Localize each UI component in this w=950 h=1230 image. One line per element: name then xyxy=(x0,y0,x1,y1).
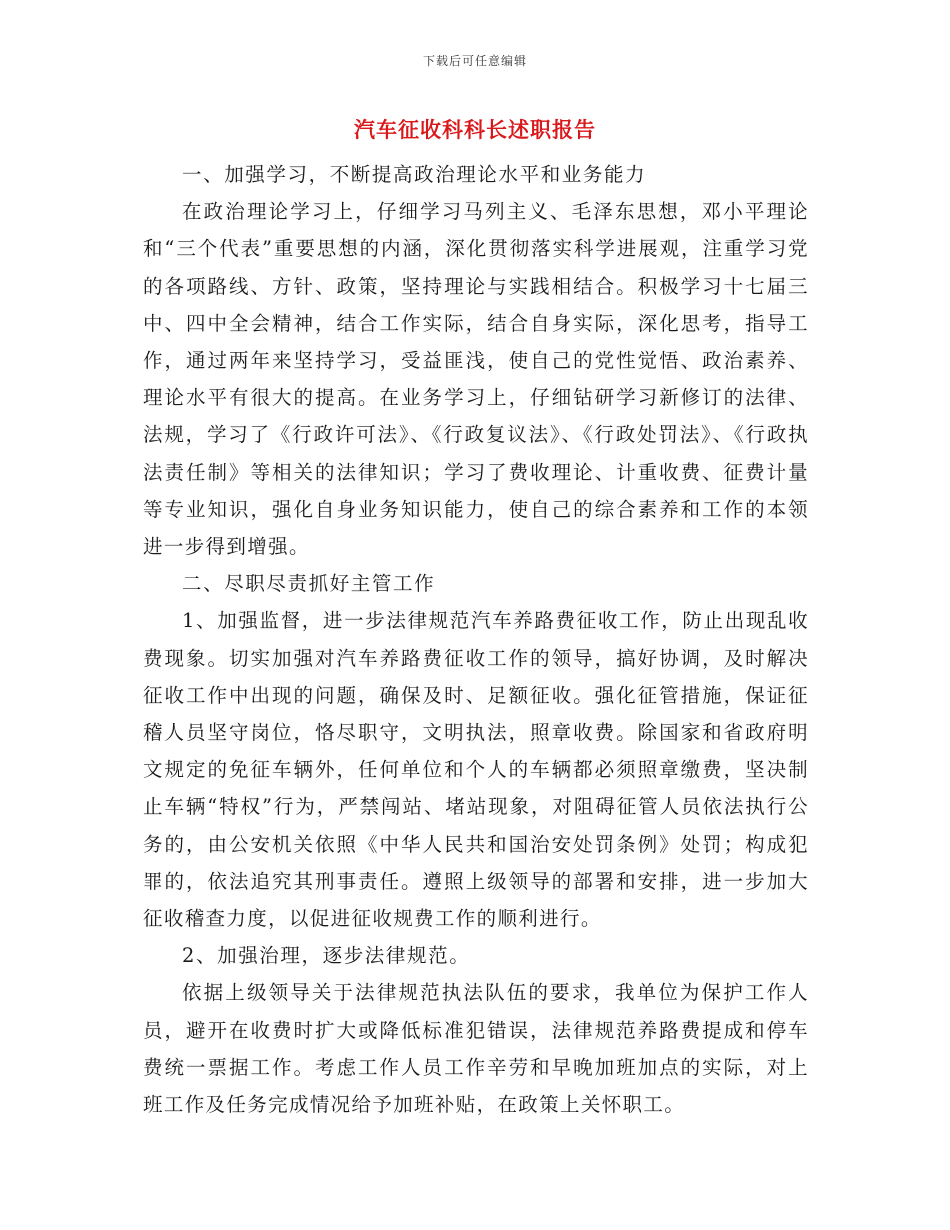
section-heading-1: 一、加强学习，不断提高政治理论水平和业务能力 xyxy=(182,163,647,186)
document-title: 汽车征收科科长述职报告 xyxy=(354,117,596,142)
document-body xyxy=(143,156,809,1123)
body-paragraph: 1、加强监督，进一步法律规范汽车养路费征收工作，防止出现乱收费现象。切实加强对汽车养路费征收工作的领导，搞好协调，及时解决征收工作中出现的问题，确保及时、足额征收。强化征管措施，保证征稽人员坚守岗位，恪尽职守，文明执法，照章收费。除国家和省政府明文规定的免征车辆外，任何单位和个人的车辆都必须照章缴费，坚决制止车辆“特权”行为，严禁闯站、堵站现象，对阻碍征管人员依法执行公务的，由公安机关依照《中华人民共和国治安处罚条例》处罚；构成犯罪的，依法追究其刑事责任。遵照上级领导的部署和安排，进一步加大征收稽查力度，以促进征收规费工作的顺利进行。 xyxy=(143,609,809,931)
body-paragraph: 依据上级领导关于法律规范执法队伍的要求，我单位为保护工作人员，避开在收费时扩大或降低标准犯错误，法律规范养路费提成和停车费统一票据工作。考虑工作人员工作辛劳和早晚加班加点的实际，对上班工作及任务完成情况给予加班补贴，在政策上关怀职工。 xyxy=(143,981,809,1117)
subsection-heading: 2、加强治理，逐步法律规范。 xyxy=(182,944,471,968)
body-paragraph: 在政治理论学习上，仔细学习马列主义、毛泽东思想，邓小平理论和“三个代表”重要思想的内涵，深化贯彻落实科学进展观，注重学习党的各项路线、方针、政策，坚持理论与实践相结合。积极学习十七届三中、四中全会精神，结合工作实际，结合自身实际，深化思考，指导工作，通过两年来坚持学习，受益匪浅，使自己的党性觉悟、政治素养、理论水平有很大的提高。在业务学习上，仔细钻研学习新修订的法律、法规，学习了《行政许可法》、《行政复议法》、《行政处罚法》、《行政执法责任制》等相关的法律知识；学习了费收理论、计重收费、征费计量等专业知识，强化自身业务知识能力，使自己的综合素养和工作的本领进一步得到增强。 xyxy=(143,200,809,559)
header-note: 下载后可任意编辑 xyxy=(422,54,527,68)
section-heading-2: 二、尽职尽责抓好主管工作 xyxy=(182,572,436,596)
